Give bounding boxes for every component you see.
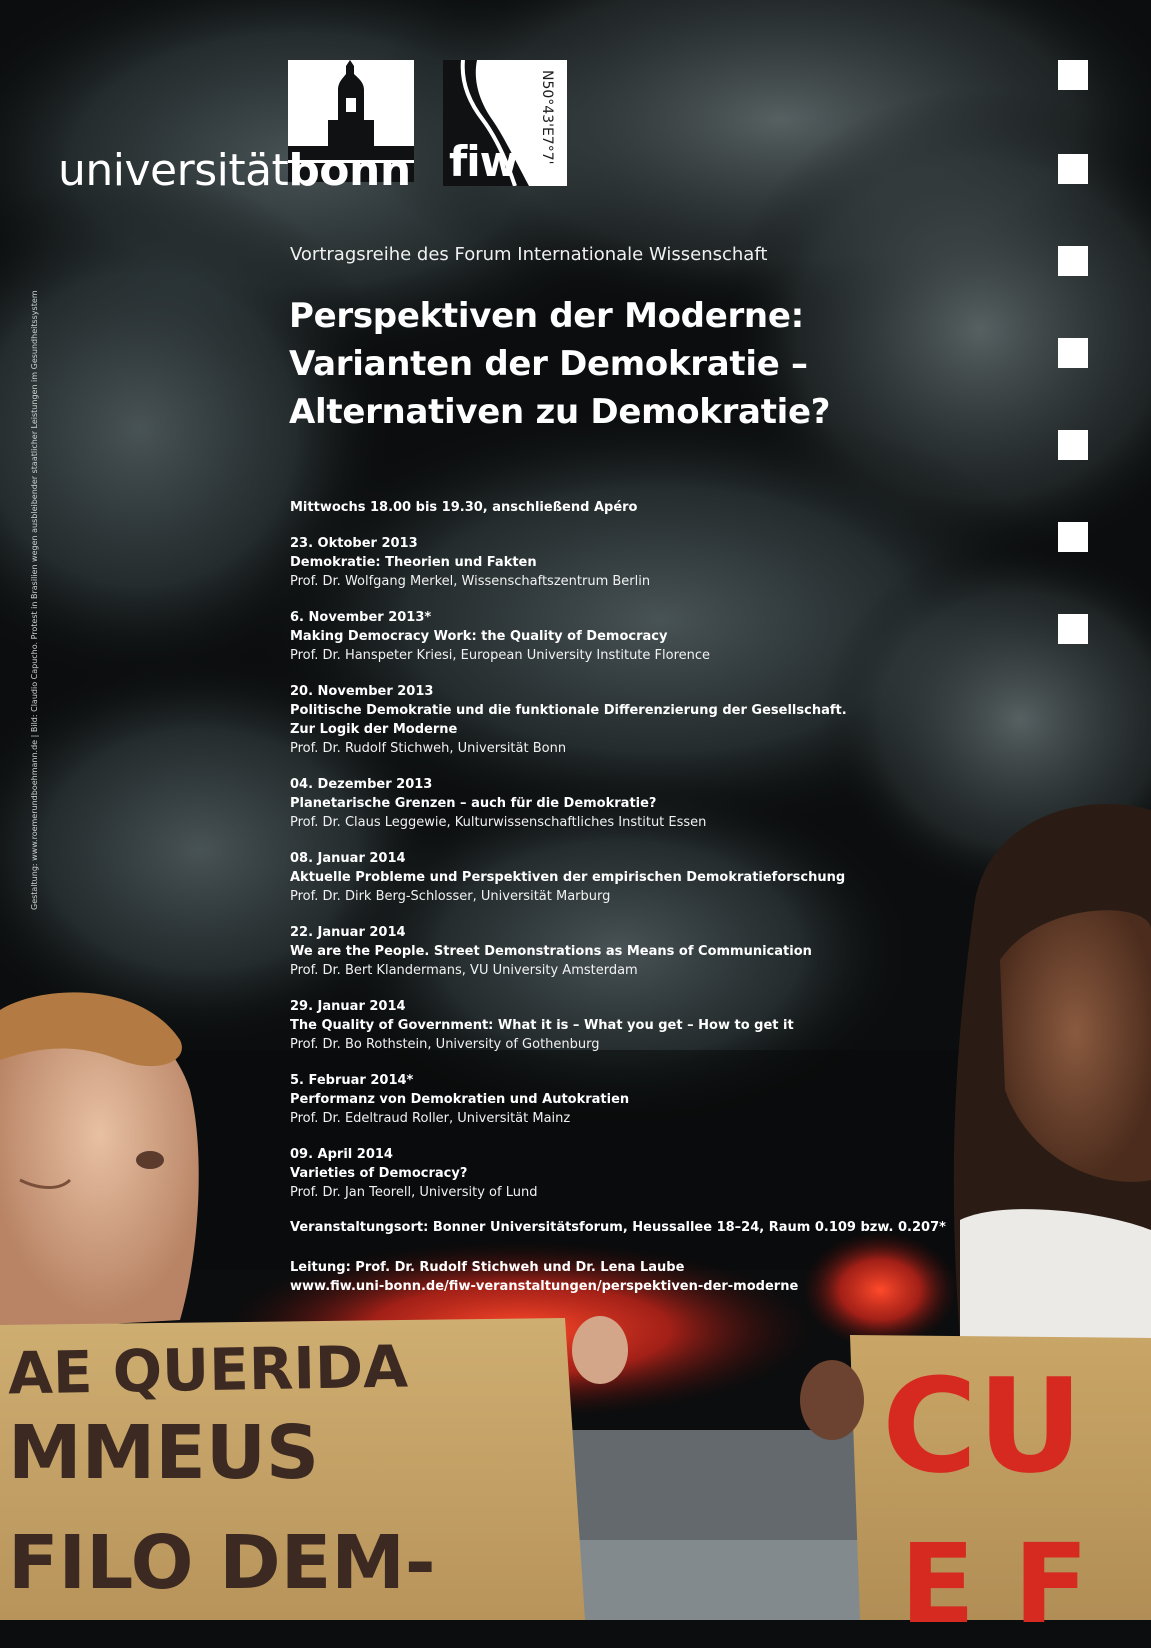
event-item <box>290 775 1090 832</box>
fiw-coordinates-text: N50°43'E7°7' <box>539 70 555 165</box>
schedule-info: Mittwochs 18.00 bis 19.30, anschließend Apéro <box>290 500 638 515</box>
event-topic: We are the People. Street Demonstrations as Means of Communication <box>290 944 812 959</box>
event-date: 22. Januar 2014 <box>290 925 406 940</box>
event-date: 29. Januar 2014 <box>290 999 406 1014</box>
venue-info: Veranstaltungsort: Bonner Universitätsforum, Heussallee 18–24, Raum 0.109 bzw. 0.207* <box>290 1220 946 1235</box>
page-title <box>289 292 830 436</box>
event-date: 08. Januar 2014 <box>290 851 406 866</box>
title-line-2: Varianten der Demokratie – <box>289 344 808 384</box>
event-speaker: Prof. Dr. Rudolf Stichweh, Universität Bonn <box>290 741 567 756</box>
fiw-coordinates <box>535 70 559 178</box>
universitaet-bonn-wordmark <box>58 146 411 196</box>
event-date: 20. November 2013 <box>290 684 434 699</box>
right-sign-line-1: CU <box>882 1350 1083 1502</box>
series-line: Vortragsreihe des Forum Internationale Wissenschaft <box>290 244 768 265</box>
event-topic: Demokratie: Theorien und Fakten <box>290 555 537 570</box>
event-speaker: Prof. Dr. Claus Leggewie, Kulturwissenschaftliches Institut Essen <box>290 815 707 830</box>
event-date: 5. Februar 2014* <box>290 1073 414 1088</box>
event-item <box>290 682 1090 758</box>
event-topic: Planetarische Grenzen – auch für die Demokratie? <box>290 796 657 811</box>
event-date: 6. November 2013* <box>290 610 432 625</box>
event-list <box>290 534 1090 1219</box>
event-topic: Making Democracy Work: the Quality of Democracy <box>290 629 668 644</box>
event-topic: Performanz von Demokratien und Autokratien <box>290 1092 630 1107</box>
wordmark-bold: bonn <box>288 145 411 196</box>
event-item <box>290 923 1090 980</box>
left-sign-line-1: AE QUERIDA <box>7 1332 409 1408</box>
square-2 <box>1058 154 1088 184</box>
event-date: 04. Dezember 2013 <box>290 777 433 792</box>
event-item <box>290 997 1090 1054</box>
right-sign-line-2: E F <box>900 1520 1089 1648</box>
event-topic: Politische Demokratie und die funktionale Differenzierung der Gesellschaft. <box>290 703 847 718</box>
event-topic: Varieties of Democracy? <box>290 1166 468 1181</box>
event-item <box>290 849 1090 906</box>
title-line-1: Perspektiven der Moderne: <box>289 296 804 336</box>
square-3 <box>1058 246 1088 276</box>
event-speaker: Prof. Dr. Edeltraud Roller, Universität Mainz <box>290 1111 571 1126</box>
footer-info <box>290 1218 946 1296</box>
image-credit: Gestaltung: www.roemerundboehmann.de | Bild: Claudio Capucho. Protest in Brasilien wegen ausbleibender staatlicher Leistungen im Gesundheitssystem <box>30 290 39 910</box>
event-speaker: Prof. Dr. Hanspeter Kriesi, European University Institute Florence <box>290 648 711 663</box>
lead-info: Leitung: Prof. Dr. Rudolf Stichweh und Dr. Lena Laube <box>290 1260 685 1275</box>
event-item <box>290 608 1090 665</box>
event-speaker: Prof. Dr. Jan Teorell, University of Lund <box>290 1185 538 1200</box>
event-date: 23. Oktober 2013 <box>290 536 418 551</box>
event-topic: The Quality of Government: What it is – What you get – How to get it <box>290 1018 794 1033</box>
website-link[interactable]: www.fiw.uni-bonn.de/fiw-veranstaltungen/perspektiven-der-moderne <box>290 1279 799 1294</box>
event-item <box>290 1145 1090 1202</box>
event-speaker: Prof. Dr. Bert Klandermans, VU University Amsterdam <box>290 963 638 978</box>
square-4 <box>1058 338 1088 368</box>
event-date: 09. April 2014 <box>290 1147 393 1162</box>
fiw-logo <box>443 60 567 186</box>
event-speaker: Prof. Dr. Bo Rothstein, University of Gothenburg <box>290 1037 600 1052</box>
universitaet-bonn-logo <box>58 60 414 196</box>
event-speaker: Prof. Dr. Dirk Berg-Schlosser, Universität Marburg <box>290 889 611 904</box>
left-sign-line-2: MMEUS <box>8 1410 320 1496</box>
event-topic-continued: Zur Logik der Moderne <box>290 722 458 737</box>
left-sign-line-3: FILO DEM- <box>8 1520 436 1606</box>
square-5 <box>1058 430 1088 460</box>
square-1 <box>1058 60 1088 90</box>
event-speaker: Prof. Dr. Wolfgang Merkel, Wissenschaftszentrum Berlin <box>290 574 651 589</box>
fiw-wordmark: fiw <box>449 137 518 186</box>
wordmark-light: universität <box>58 145 289 196</box>
event-item <box>290 534 1090 591</box>
event-topic: Aktuelle Probleme und Perspektiven der empirischen Demokratieforschung <box>290 870 846 885</box>
event-item <box>290 1071 1090 1128</box>
title-line-3: Alternativen zu Demokratie? <box>289 392 831 432</box>
